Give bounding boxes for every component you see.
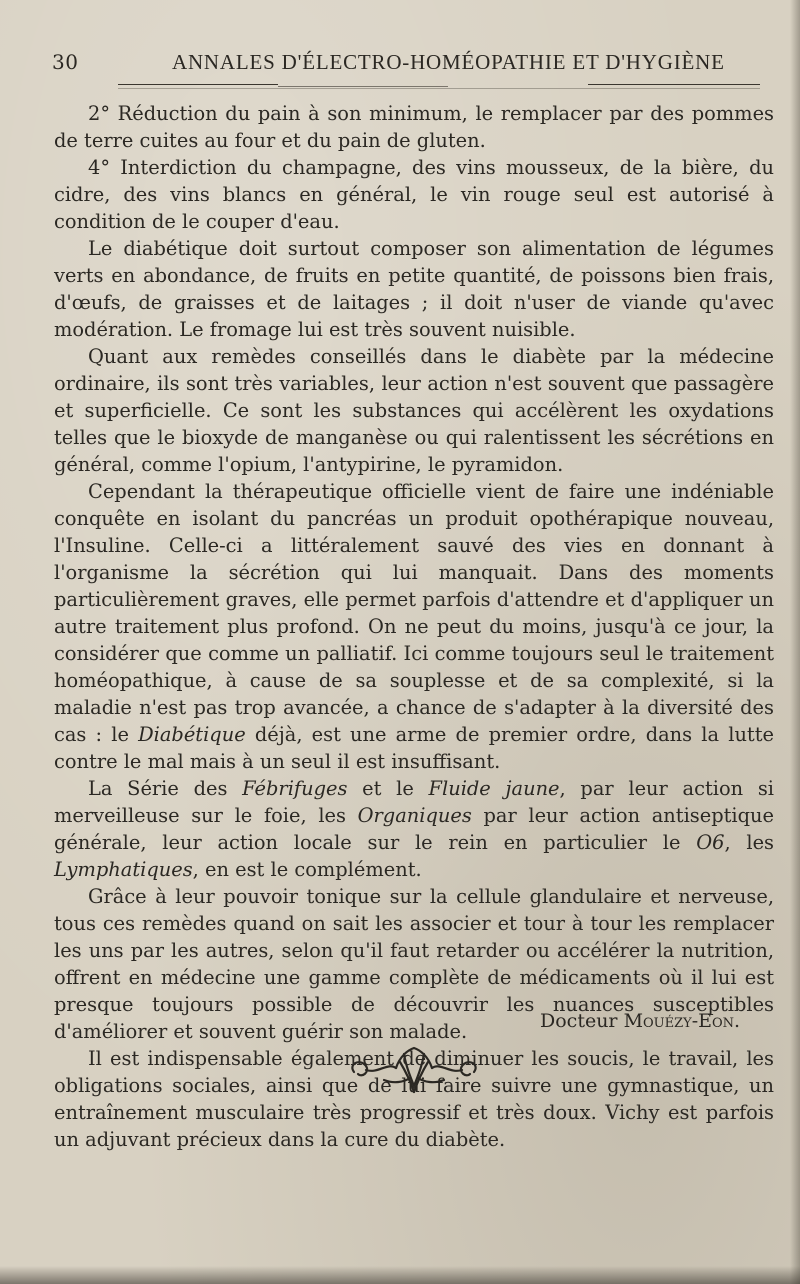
signature xyxy=(540,1010,740,1032)
italic-term: Lymphatiques xyxy=(54,858,193,881)
text-run: , en est le complément. xyxy=(192,858,422,881)
page-header xyxy=(50,46,762,82)
paragraph-series xyxy=(54,775,774,883)
fleuron-ornament-icon xyxy=(344,1040,484,1100)
text-run: , les xyxy=(724,831,774,854)
paragraph-insulin xyxy=(54,478,774,775)
text-run: Cependant la thérapeutique officielle vient de faire une indéniable conquête en isolant du pancréas un produit opothérapique nouveau, l'Insuline. Celle-ci a littéralement sauvé des vies en donnant à l'organisme la sécrétion qui lui manquait. Dans des moments particulièrement graves, elle permet parfois d'attendre et d'appliquer un autre traitement plus profond. On ne peut du moins, jusqu'à ce jour, la considérer que comme un palliatif. Ici comme toujours seul le traitement homéopathique, à cause de sa souplesse et de sa complexité, si la maladie n'est pas trop avancée, a chance de s'adapter à la diversité des cas : le xyxy=(54,480,774,746)
header-rule-middle xyxy=(278,86,448,87)
page-bottom-shadow xyxy=(0,1266,800,1284)
italic-term: Fluide jaune xyxy=(428,777,560,800)
paragraph-diet: Le diabétique doit surtout composer son alimentation de légumes verts en abondance, de fruits en petite quantité, de poissons bien frais, d'œufs, de graisses et de laitages ; il doit n'user de viande qu'avec modération. Le fromage lui est très souvent nuisible. xyxy=(54,237,774,341)
text-run: et le xyxy=(347,777,429,800)
text-run: déjà, est une arme de premier ordre, dans la lutte contre le mal mais à un seul il est insuffisant. xyxy=(54,723,774,773)
paragraph-wines: 4° Interdiction du champagne, des vins mousseux, de la bière, du cidre, des vins blancs en général, le vin rouge seul est autorisé à condition de le couper d'eau. xyxy=(54,156,774,233)
signature-name: Mouézy-Eon. xyxy=(623,1010,741,1032)
italic-term: Fébrifuges xyxy=(242,777,348,800)
text-run: , par leur action si merveilleuse sur le foie, les xyxy=(54,777,774,827)
header-rule-under xyxy=(118,88,760,89)
italic-term: Organiques xyxy=(357,804,472,827)
article-body xyxy=(54,100,774,1153)
paragraph-hygiene: Il est indispensable également de diminuer les soucis, le travail, les obligations sociales, ainsi que de lui faire suivre une gymnastique, un entraînement musculaire très progressif et très doux. Vichy est parfois un adjuvant précieux dans la cure du diabète. xyxy=(54,1047,774,1151)
italic-term: O6 xyxy=(696,831,725,854)
running-head: ANNALES D'ÉLECTRO-HOMÉOPATHIE ET D'HYGIÈNE xyxy=(172,50,725,74)
paragraph-remedies: Quant aux remèdes conseillés dans le diabète par la médecine ordinaire, ils sont très variables, leur action n'est souvent que passagère et superficielle. Ce sont les substances qui accélèrent les oxydations telles que le bioxyde de manganèse ou qui ralentissent les sécrétions en général, comme l'opium, l'antypirine, le pyramidon. xyxy=(54,345,774,476)
header-rule-left xyxy=(118,84,278,85)
signature-title: Docteur xyxy=(540,1010,618,1032)
paragraph-bread: 2° Réduction du pain à son minimum, le remplacer par des pommes de terre cuites au four et du pain de gluten. xyxy=(54,102,774,152)
text-run: La Série des xyxy=(88,777,243,800)
italic-term: Diabétique xyxy=(138,723,246,746)
page-number: 30 xyxy=(52,50,79,74)
header-rule-right xyxy=(588,84,760,85)
text-run: par leur action antiseptique générale, leur action locale sur le rein en particulier le xyxy=(54,804,774,854)
paragraph-tonic: Grâce à leur pouvoir tonique sur la cellule glandulaire et nerveuse, tous ces remèdes quand on sait les associer et tour à tour les remplacer les uns par les autres, selon qu'il faut retarder ou accélérer la nutrition, offrent en médecine une gamme complète de médicaments où il lui est presque toujours possible de découvrir les nuances susceptibles d'améliorer et souvent guérir son malade. xyxy=(54,885,774,1043)
page-edge-shadow xyxy=(790,0,800,1284)
